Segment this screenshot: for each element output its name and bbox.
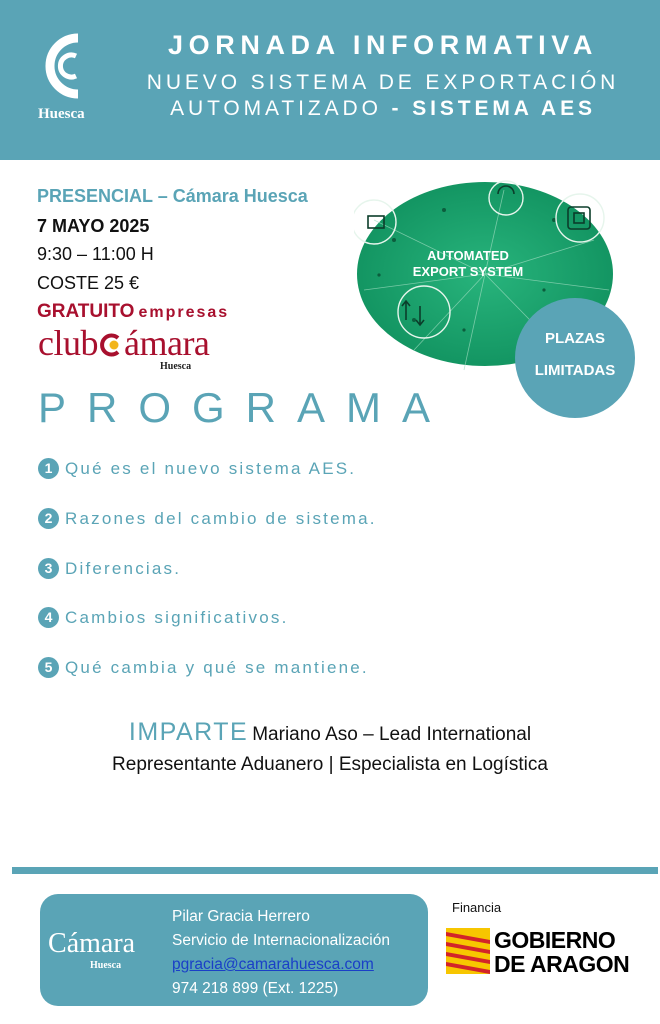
programa-item bbox=[38, 458, 356, 479]
header-subtitle-line1: NUEVO SISTEMA DE EXPORTACIÓN bbox=[146, 71, 620, 94]
club-camara-logo bbox=[38, 322, 209, 364]
contact-email-link[interactable]: pgracia@camarahuesca.com bbox=[172, 956, 374, 973]
camara-logo-icon bbox=[34, 26, 90, 106]
financia-label: Financia bbox=[452, 900, 502, 915]
event-time: 9:30 – 11:00 H bbox=[37, 244, 154, 264]
camara-word: ámara bbox=[123, 323, 210, 363]
programa-item bbox=[38, 508, 377, 529]
item-number-icon: 2 bbox=[38, 508, 59, 529]
graphic-line2: EXPORT SYSTEM bbox=[412, 264, 524, 279]
item-text: Razones del cambio de sistema. bbox=[65, 509, 377, 528]
limited-seats-badge bbox=[515, 298, 635, 418]
graphic-line1: AUTOMATED bbox=[427, 248, 509, 263]
club-c-icon bbox=[99, 333, 123, 357]
speaker-role: Representante Aduanero | Especialista en Logística bbox=[112, 754, 548, 775]
contact-phone: 974 218 899 (Ext. 1225) bbox=[172, 980, 339, 997]
item-text: Qué cambia y qué se mantiene. bbox=[65, 658, 369, 677]
programa-item bbox=[38, 657, 369, 678]
item-text: Cambios significativos. bbox=[65, 608, 289, 627]
gobierno-aragon-logo bbox=[494, 928, 629, 976]
club-town: Huesca bbox=[160, 361, 192, 372]
programa-item bbox=[38, 558, 181, 579]
programa-title: PROGRAMA bbox=[38, 384, 452, 431]
event-date: 7 MAYO 2025 bbox=[37, 216, 150, 236]
imparte-label: IMPARTE bbox=[128, 718, 249, 746]
gob-line2: DE ARAGON bbox=[494, 951, 630, 977]
speaker-name: Mariano Aso – Lead International bbox=[252, 724, 532, 745]
event-cost: COSTE 25 € bbox=[37, 273, 140, 293]
item-text: Qué es el nuevo sistema AES. bbox=[65, 459, 357, 478]
header-subtitle-line2 bbox=[118, 97, 648, 121]
subtitle-part-a: AUTOMATIZADO bbox=[170, 97, 382, 120]
camara-footer-town: Huesca bbox=[90, 960, 122, 971]
camara-logo-word: ámara bbox=[66, 928, 136, 959]
item-number-icon: 4 bbox=[38, 607, 59, 628]
contact-name: Pilar Gracia Herrero bbox=[172, 908, 310, 925]
contact-department: Servicio de Internacionalización bbox=[172, 932, 390, 949]
item-number-icon: 1 bbox=[38, 458, 59, 479]
free-target: empresas bbox=[138, 304, 230, 321]
camara-logo-c: C bbox=[48, 928, 67, 959]
free-for-members bbox=[37, 301, 229, 323]
item-text: Diferencias. bbox=[65, 559, 182, 578]
gob-line1: GOBIERNO bbox=[494, 927, 616, 953]
speaker-line bbox=[0, 718, 660, 747]
aragon-flag-icon bbox=[446, 928, 490, 974]
item-number-icon: 3 bbox=[38, 558, 59, 579]
club-word: club bbox=[38, 323, 98, 363]
subtitle-part-b: SISTEMA AES bbox=[412, 97, 596, 120]
programa-item bbox=[38, 607, 289, 628]
badge-line2: LIMITADAS bbox=[534, 362, 616, 379]
header-banner bbox=[0, 0, 660, 160]
free-label: GRATUITO bbox=[37, 301, 135, 322]
badge-line1: PLAZAS bbox=[545, 330, 605, 347]
logo-town: Huesca bbox=[38, 106, 85, 122]
subtitle-separator: - bbox=[381, 97, 413, 120]
footer-divider bbox=[12, 867, 658, 874]
event-mode: PRESENCIAL – Cámara Huesca bbox=[37, 186, 308, 206]
item-number-icon: 5 bbox=[38, 657, 59, 678]
header-title: JORNADA INFORMATIVA bbox=[168, 30, 598, 60]
camara-footer-logo bbox=[48, 928, 135, 960]
